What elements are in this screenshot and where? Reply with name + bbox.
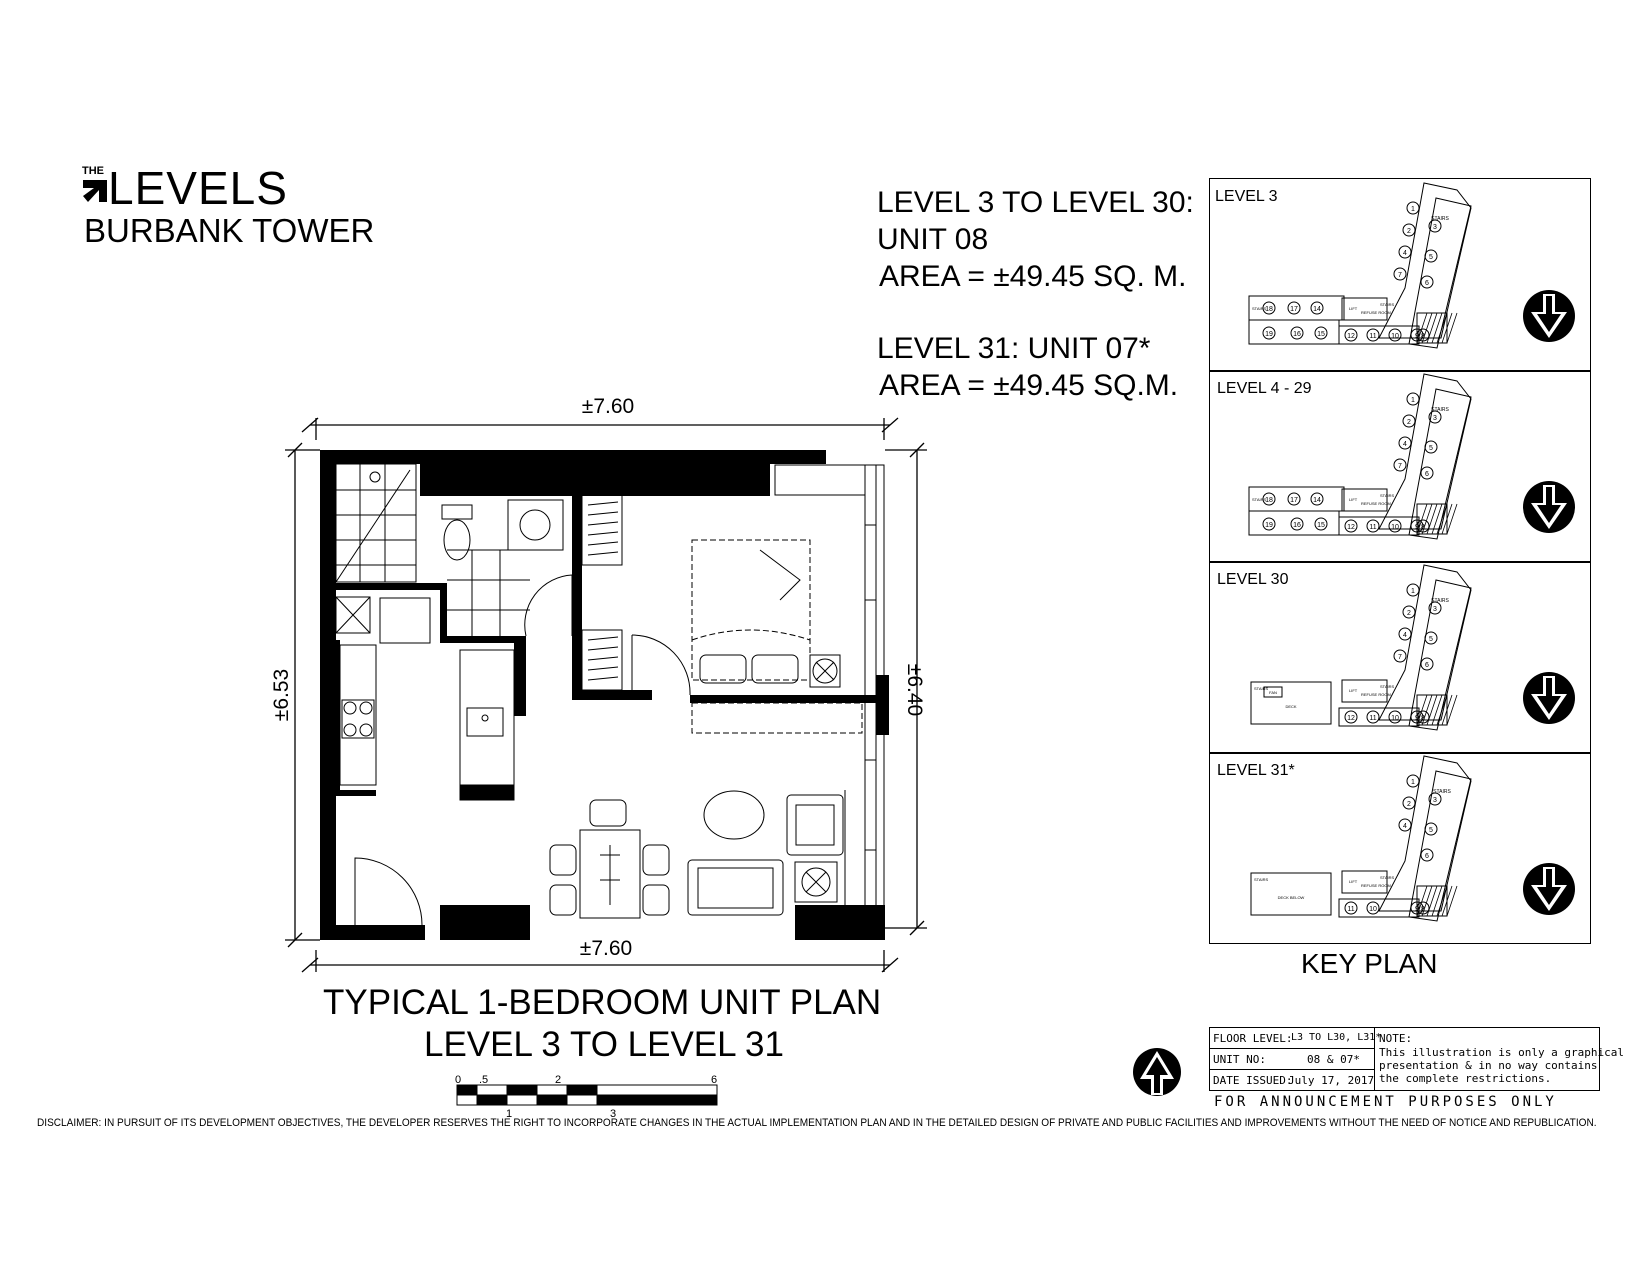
dimension-left: ±6.53 [270,668,293,722]
key-lift-label: LIFT [1349,306,1358,311]
key-unit-number: 2 [1407,610,1411,617]
key-hatch [1447,504,1457,534]
key-unit-number: 3 [1433,224,1437,231]
key-stairs-label: STAIRS [1254,877,1269,882]
key-unit-number: 10 [1369,906,1377,913]
key-unit-number: 14 [1313,306,1321,313]
key-fan-label: FAN [1269,690,1277,695]
scale-label-0: 0 [455,1074,462,1086]
key-stairs-label: STAIRS [1431,407,1449,413]
key-stairs-label: STAIRS [1252,497,1267,502]
key-unit-number: 2 [1407,801,1411,808]
scale-label-6: 6 [711,1074,718,1086]
key-unit-number: 1 [1411,588,1415,595]
scale-label-1: 1 [506,1108,513,1120]
key-hatch [1447,886,1457,916]
key-unit-number: 6 [1425,471,1429,478]
key-unit-number: 4 [1403,632,1407,639]
key-unit-number: 12 [1347,524,1355,531]
key-unit-number: 15 [1317,522,1325,529]
key-unit-number: 9 [1415,715,1419,722]
brand-logo [82,162,322,215]
key-unit-number: 8 [1421,333,1425,340]
key-refuse-label: REFUSE ROOM [1361,501,1391,506]
key-unit-number: 9 [1415,906,1419,913]
note-line2: presentation & in no way contains [1379,1059,1598,1072]
key-unit-number: 18 [1265,306,1273,313]
key-tower-wing [1379,756,1471,911]
key-unit-number: 14 [1313,497,1321,504]
unit-info-line3: AREA = ±49.45 SQ. M. [879,260,1187,293]
logo-prefix: THE [82,165,104,177]
key-lift-label: LIFT [1349,688,1358,693]
key-unit-number: 12 [1347,333,1355,340]
key-unit-number: 11 [1369,524,1377,531]
tower-name: BURBANK TOWER [84,212,375,249]
plan-title-line1: TYPICAL 1-BEDROOM UNIT PLAN [323,983,882,1022]
unit-info-line1: LEVEL 3 TO LEVEL 30: [877,186,1194,219]
key-unit-number: 1 [1411,779,1415,786]
key-hatch [1437,504,1447,534]
logo-name: LEVELS [108,162,288,214]
key-unit-number: 5 [1429,254,1433,261]
dimension-right: ±6.40 [903,663,926,717]
key-refuse-label: REFUSE ROOM [1361,883,1391,888]
plan-title-line2: LEVEL 3 TO LEVEL 31 [424,1025,784,1064]
key-unit-number: 5 [1429,827,1433,834]
unit-info-line4: LEVEL 31: UNIT 07* [877,332,1151,365]
dimension-top: ±7.60 [581,395,635,418]
key-unit-number: 19 [1265,522,1273,529]
key-stairs-label: STAIRS [1380,875,1395,880]
key-stairs-label: STAIRS [1431,216,1449,222]
key-unit-number: 8 [1421,715,1425,722]
scale-label-2: 2 [555,1074,562,1086]
title-block-divider [1210,1048,1374,1049]
key-tower-wing [1379,565,1471,720]
key-stairs-label: STAIRS [1380,302,1395,307]
floor-plan [270,390,940,980]
key-unit-number: 16 [1293,522,1301,529]
key-lift-label: LIFT [1349,497,1358,502]
key-unit-number: 11 [1347,906,1355,913]
unit-info-line2: UNIT 08 [877,223,989,256]
key-unit-number: 8 [1421,906,1425,913]
key-hatch [1447,313,1457,343]
key-unit-number: 3 [1433,415,1437,422]
key-refuse-label: REFUSE ROOM [1361,310,1391,315]
unit-info-line5: AREA = ±49.45 SQ.M. [879,369,1179,402]
key-deck-label: DECK [1285,704,1297,709]
key-unit-number: 16 [1293,331,1301,338]
key-hatch [1437,695,1447,725]
key-unit-number: 3 [1433,797,1437,804]
title-block [1209,1027,1625,1091]
unit-no-label: UNIT NO: [1213,1053,1266,1066]
unit-info [877,184,1194,295]
north-arrow-icon [1130,1045,1184,1099]
date-value: July 17, 2017 [1288,1074,1375,1087]
key-hatch [1447,695,1457,725]
unit-no-value: 08 & 07* [1307,1053,1360,1066]
key-unit-number: 7 [1398,463,1402,470]
key-unit-number: 1 [1411,397,1415,404]
key-unit-number: 3 [1433,606,1437,613]
key-unit-number: 2 [1407,419,1411,426]
disclaimer: DISCLAIMER: IN PURSUIT OF ITS DEVELOPMENT OBJECTIVES, THE DEVELOPER RESERVES THE RIGHT TO INCORPORATE CHANGES IN THE ACTUAL IMPLEMENTATION PLAN AND IN THE DETAILED DESIGN OF PRIVATE AND PUBLIC FACILITIES AND IMPROVEMENTS WITHOUT THE NEED OF NOTICE AND REPUBLICATION. [37,1117,1597,1129]
key-unit-number: 7 [1398,272,1402,279]
title-block-divider [1210,1069,1374,1070]
dimension-bottom: ±7.60 [579,937,633,960]
key-unit-number: 17 [1290,497,1298,504]
logo-arrow-icon [83,180,107,202]
note-line1: This illustration is only a graphical [1379,1046,1625,1059]
note-line3: the complete restrictions. [1379,1072,1552,1085]
key-tower-wing [1379,374,1471,529]
date-label: DATE ISSUED: [1213,1074,1293,1087]
key-unit-number: 1 [1411,206,1415,213]
key-unit-number: 5 [1429,636,1433,643]
key-unit-number: 10 [1391,333,1399,340]
key-unit-number: 4 [1403,823,1407,830]
key-unit-number: 6 [1425,280,1429,287]
key-tower-wing [1379,183,1471,338]
key-unit-number: 9 [1415,333,1419,340]
key-unit-number: 6 [1425,662,1429,669]
key-unit-number: 10 [1391,524,1399,531]
key-panel-label: LEVEL 30 [1217,571,1289,588]
key-refuse-label: REFUSE ROOM [1361,692,1391,697]
key-unit-number: 17 [1290,306,1298,313]
key-unit-number: 11 [1369,715,1377,722]
scale-label-05: .5 [479,1074,489,1086]
key-plan-title: KEY PLAN [1301,948,1438,979]
key-stairs-label: STAIRS [1431,598,1449,604]
key-unit-number: 18 [1265,497,1273,504]
key-unit-number: 12 [1347,715,1355,722]
key-stairs-label: STAIRS [1380,493,1395,498]
scale-label-3: 3 [610,1108,617,1120]
key-unit-number: 11 [1369,333,1377,340]
floor-level-value: L3 TO L30, L31* [1291,1032,1382,1043]
key-unit-number: 5 [1429,445,1433,452]
key-stairs-label: STAIRS [1252,306,1267,311]
key-hatch [1437,886,1447,916]
key-panel-label: LEVEL 4 - 29 [1217,380,1312,397]
note-label: NOTE: [1379,1032,1413,1045]
key-unit-number: 6 [1425,853,1429,860]
key-unit-number: 7 [1398,654,1402,661]
key-stairs-label: STAIRS [1380,684,1395,689]
key-unit-number: 19 [1265,331,1273,338]
key-unit-number: 15 [1317,331,1325,338]
key-stairs-label: STAIRS [1433,789,1451,795]
key-panel-label: LEVEL 3 [1215,188,1278,205]
announcement: FOR ANNOUNCEMENT PURPOSES ONLY [1214,1094,1557,1110]
key-deck-below-label: DECK BELOW [1277,895,1305,900]
floor-level-label: FLOOR LEVEL: [1213,1032,1293,1045]
key-unit-number: 2 [1407,228,1411,235]
scale-bar [450,1070,740,1120]
key-panel-label: LEVEL 31* [1217,762,1295,779]
key-plan-drawings [1209,178,1591,944]
key-unit-number: 10 [1391,715,1399,722]
key-unit-number: 4 [1403,441,1407,448]
key-unit-number: 8 [1421,524,1425,531]
key-stairs-label: STAIRS [1254,686,1269,691]
key-unit-number: 9 [1415,524,1419,531]
key-unit-number: 4 [1403,250,1407,257]
key-hatch [1437,313,1447,343]
key-lift-label: LIFT [1349,879,1358,884]
